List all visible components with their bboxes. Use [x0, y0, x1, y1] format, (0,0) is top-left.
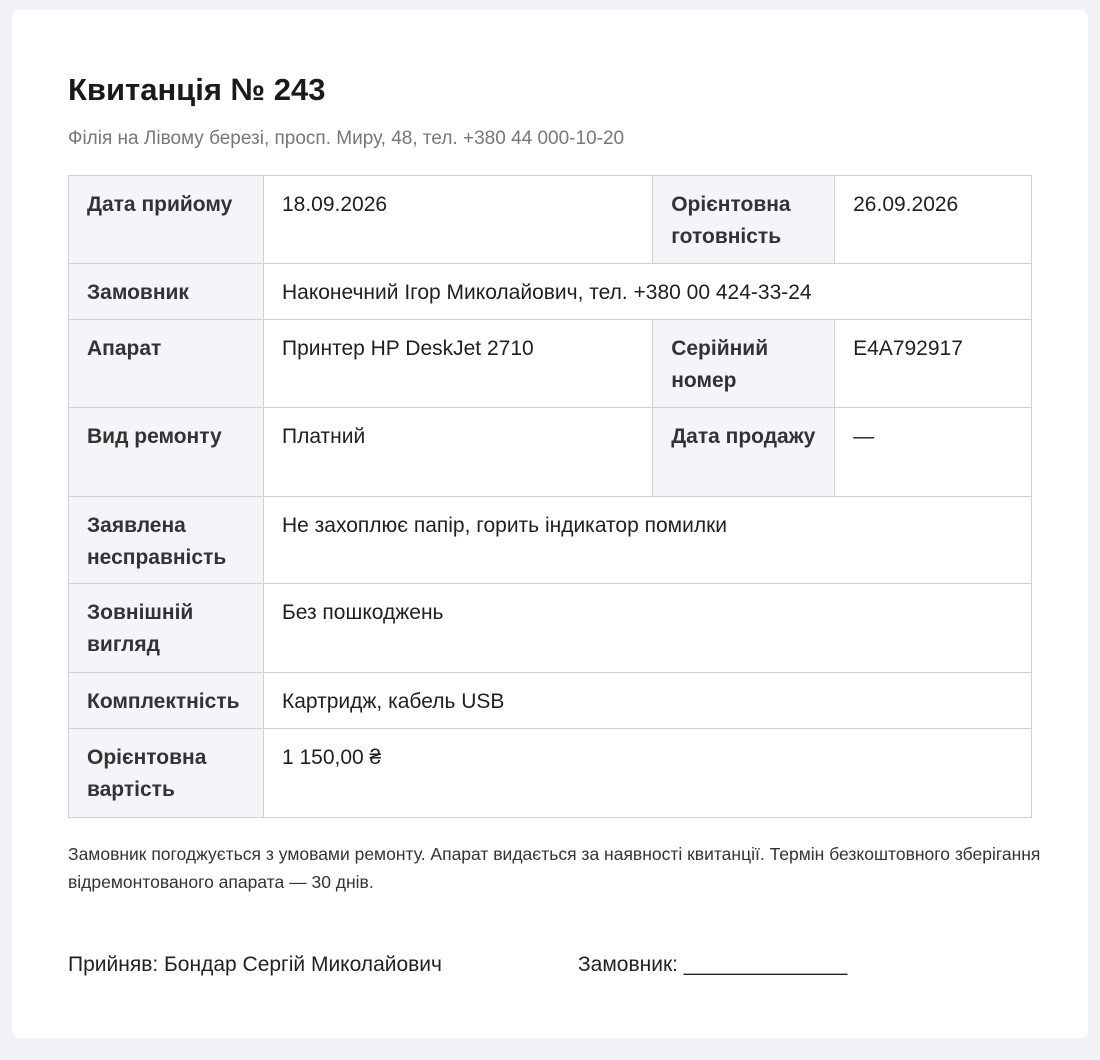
repair-type-label: Вид ремонту	[69, 408, 264, 497]
intake-date-label: Дата прийому	[69, 176, 264, 264]
repair-type-value: Платний	[263, 408, 652, 497]
sale-date-label: Дата продажу	[653, 408, 835, 497]
table-row	[69, 320, 1032, 408]
serial-value: E4A792917	[835, 320, 1032, 408]
ready-date-value: 26.09.2026	[835, 176, 1032, 264]
appearance-label: Зовнішній вигляд	[69, 584, 264, 673]
appearance-value: Без пошкоджень	[263, 584, 1031, 673]
table-row	[69, 729, 1032, 818]
table-row	[69, 584, 1032, 673]
table-row	[69, 497, 1032, 584]
fault-value: Не захоплює папір, горить індикатор помилки	[263, 497, 1031, 584]
receipt-table	[68, 175, 1032, 818]
table-row	[69, 264, 1032, 320]
accepted-by: Прийняв: Бондар Сергій Миколайович	[68, 953, 442, 976]
completeness-label: Комплектність	[69, 673, 264, 729]
fault-label: Заявлена несправність	[69, 497, 264, 584]
ready-date-label: Орієнтовна готовність	[653, 176, 835, 264]
table-row	[69, 673, 1032, 729]
receipt-card	[12, 10, 1088, 1038]
customer-value: Наконечний Ігор Миколайович, тел. +380 00 424-33-24	[263, 264, 1031, 320]
intake-date-value: 18.09.2026	[263, 176, 652, 264]
terms-note: Замовник погоджується з умовами ремонту. Апарат видається за наявності квитанції. Термін безкоштовного зберігання відремонтованого апарата — 30 днів.	[68, 844, 1041, 892]
cost-label: Орієнтовна вартість	[69, 729, 264, 818]
table-row	[69, 176, 1032, 264]
table-row	[69, 408, 1032, 497]
device-value: Принтер HP DeskJet 2710	[263, 320, 652, 408]
customer-signature-line: Замовник: ______________	[578, 953, 848, 976]
sale-date-value: —	[835, 408, 1032, 497]
branch-info: Філія на Лівому березі, просп. Миру, 48, тел. +380 44 000-10-20	[68, 128, 625, 149]
cost-value: 1 150,00 ₴	[263, 729, 1031, 818]
completeness-value: Картридж, кабель USB	[263, 673, 1031, 729]
device-label: Апарат	[69, 320, 264, 408]
page-title: Квитанція № 243	[68, 72, 326, 107]
customer-label: Замовник	[69, 264, 264, 320]
serial-label: Серійний номер	[653, 320, 835, 408]
